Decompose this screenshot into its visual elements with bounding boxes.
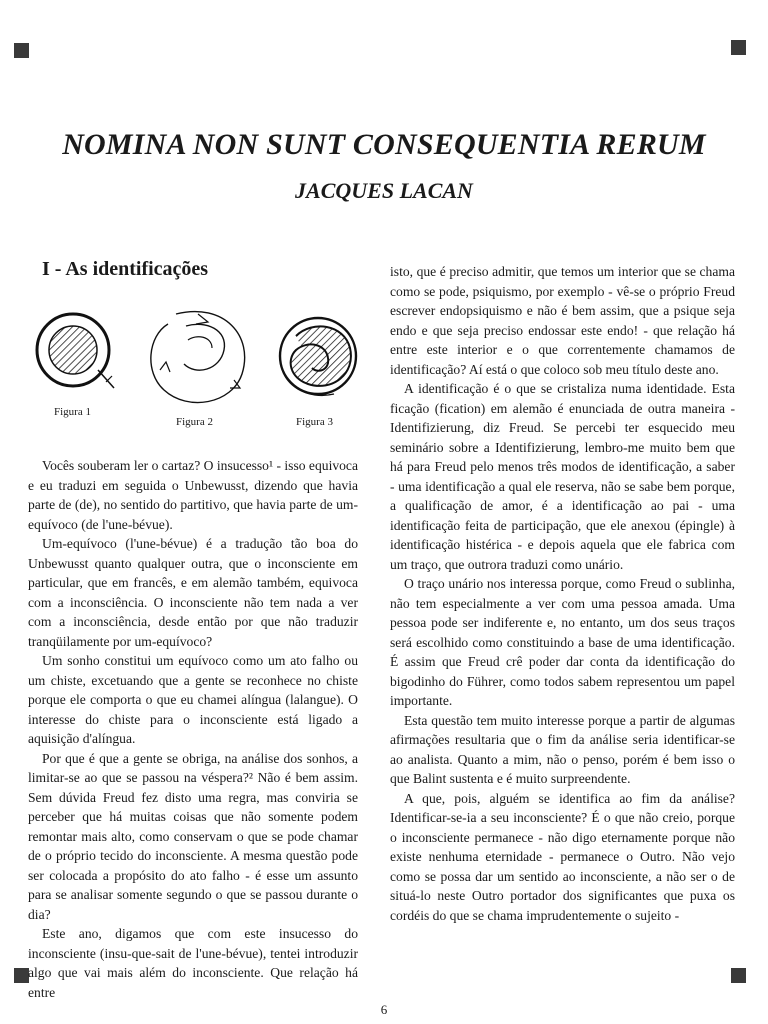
- figures-row: [28, 300, 368, 440]
- paragraph: A identificação é o que se cristaliza numa identidade. Esta ficação (fication) em alemão é enunciada de outra maneira - Identifizierung, diz Freud. Se percebi ter esquecido meu seminário sobre a Identifizierung, lembro-me muito bem que há para Freud pelo menos três modos de identificação, a saber - uma identificação a qual ele reserva, não se sabe bem porque, a qualificação de amor, é a identificação ao pai - uma identificação feita de participação, que ele anexou (épingle) à identificação histérica - e depois aquela que ele fabrica com um traço, que outrora traduzi como unário.: [390, 381, 735, 572]
- paragraph: Este ano, digamos que com este insucesso do inconsciente (insu-que-sait de l'une-bévue), tentei introduzir algo que vai mais além do inconsciente. Que relação há entre: [28, 926, 358, 1000]
- figure-3-caption: Figura 3: [296, 416, 333, 428]
- paragraph: Vocês souberam ler o cartaz? O insucesso¹ - isso equivoca e eu traduzi em seguida o Unbewusst, dizendo que havia parte de (de), no sentido do partitivo, que havia parte de um-equívoco (de l'une-bévue).: [28, 458, 359, 532]
- paragraph: Um sonho constitui um equívoco como um ato falho ou um chiste, excetuando que a gente se reconhece no chiste porque ele comporta o que eu chamei alíngua (lalangue). O interesse do chiste para o inconsciente está ligado a aquisição d'alíngua.: [28, 653, 358, 746]
- paragraph: O traço unário nos interessa porque, como Freud o sublinha, não tem especialmente a ver com uma pessoa amada. Uma pessoa pode ser indiferente e, no entanto, um dos seus traços será escolhido como constituindo a base de uma identificação. É assim que Freud crê poder dar conta da identificação do bigodinho do Führer, como todos sabem representou um papel importante.: [390, 576, 735, 708]
- paragraph: isto, que é preciso admitir, que temos um interior que se chama como se pode, psiquismo, por exemplo - vê-se o próprio Freud escrever endopsiquismo e não é bem assim, que a psique seja endo e que seja preciso endossar este endo! - que relação há entre este interior e o que correntemente chamamos de identificação? Aí está o que coloco sob meu título deste ano.: [390, 264, 735, 377]
- left-column: [28, 456, 358, 1002]
- corner-mark-top-left: [14, 43, 29, 58]
- section-heading: I - As identificações: [42, 258, 209, 280]
- figure-2-drawing: [151, 312, 245, 403]
- figure-2-caption: Figura 2: [176, 416, 213, 428]
- right-column: [390, 262, 735, 925]
- figure-1-drawing: [37, 314, 114, 388]
- paragraph: Por que é que a gente se obriga, na análise dos sonhos, a limitar-se ao que se passou na véspera?² Não é bem assim. Sem dúvida Freud fez disto uma regra, mas conviria se perceber que há muitas coisas que não somente podem remontar mais alto, como conservam o que se pode chamar de o próprio tecido do inconsciente. A mesma questão pode ser colocada a propósito do ato falho - é esse um assunto para se analisar somente segundo o que se passou durante o dia?: [28, 750, 358, 922]
- page-title: NOMINA NON SUNT CONSEQUENTIA RERUM: [62, 128, 706, 161]
- figure-1-caption: Figura 1: [54, 406, 91, 418]
- paragraph: Esta questão tem muito interesse porque a partir de algumas afirmações resultaria que o fim da análise seria identificar-se ao analista. Quanto a mim, não o penso, porém é bem isso o que Balint sustenta e é muito surpreendente.: [390, 712, 735, 786]
- corner-mark-top-right: [731, 40, 746, 55]
- paragraph: Um-equívoco (l'une-bévue) é a tradução tão boa do Unbewusst quanto qualquer outra, que o inconsciente em particular, que em francês, e em alemão também, equivoca com a inconsciência. O inconsciente não tem nada a ver com a inconsciência, desde então por que não traduzir tranqüilamente por um-equívoco?: [28, 536, 358, 649]
- paragraph: A que, pois, alguém se identifica ao fim da análise? Identificar-se-ia a seu inconsciente? É o que não creio, porque o inconsciente permanece - não digo eternamente porque não existe nenhuma eternidade - permanece o Outro. Não vejo como se possa dar um sentido ao inconsciente, a não ser o de situá-lo neste Outro portador dos significantes que puxa os cordéis do que se chama imprudentemente o sujeito -: [390, 790, 735, 923]
- author-name: JACQUES LACAN: [295, 178, 473, 203]
- corner-mark-bottom-left: [14, 968, 29, 983]
- figure-3-drawing: [280, 318, 356, 395]
- corner-mark-bottom-right: [731, 968, 746, 983]
- page-number: 6: [380, 1002, 388, 1017]
